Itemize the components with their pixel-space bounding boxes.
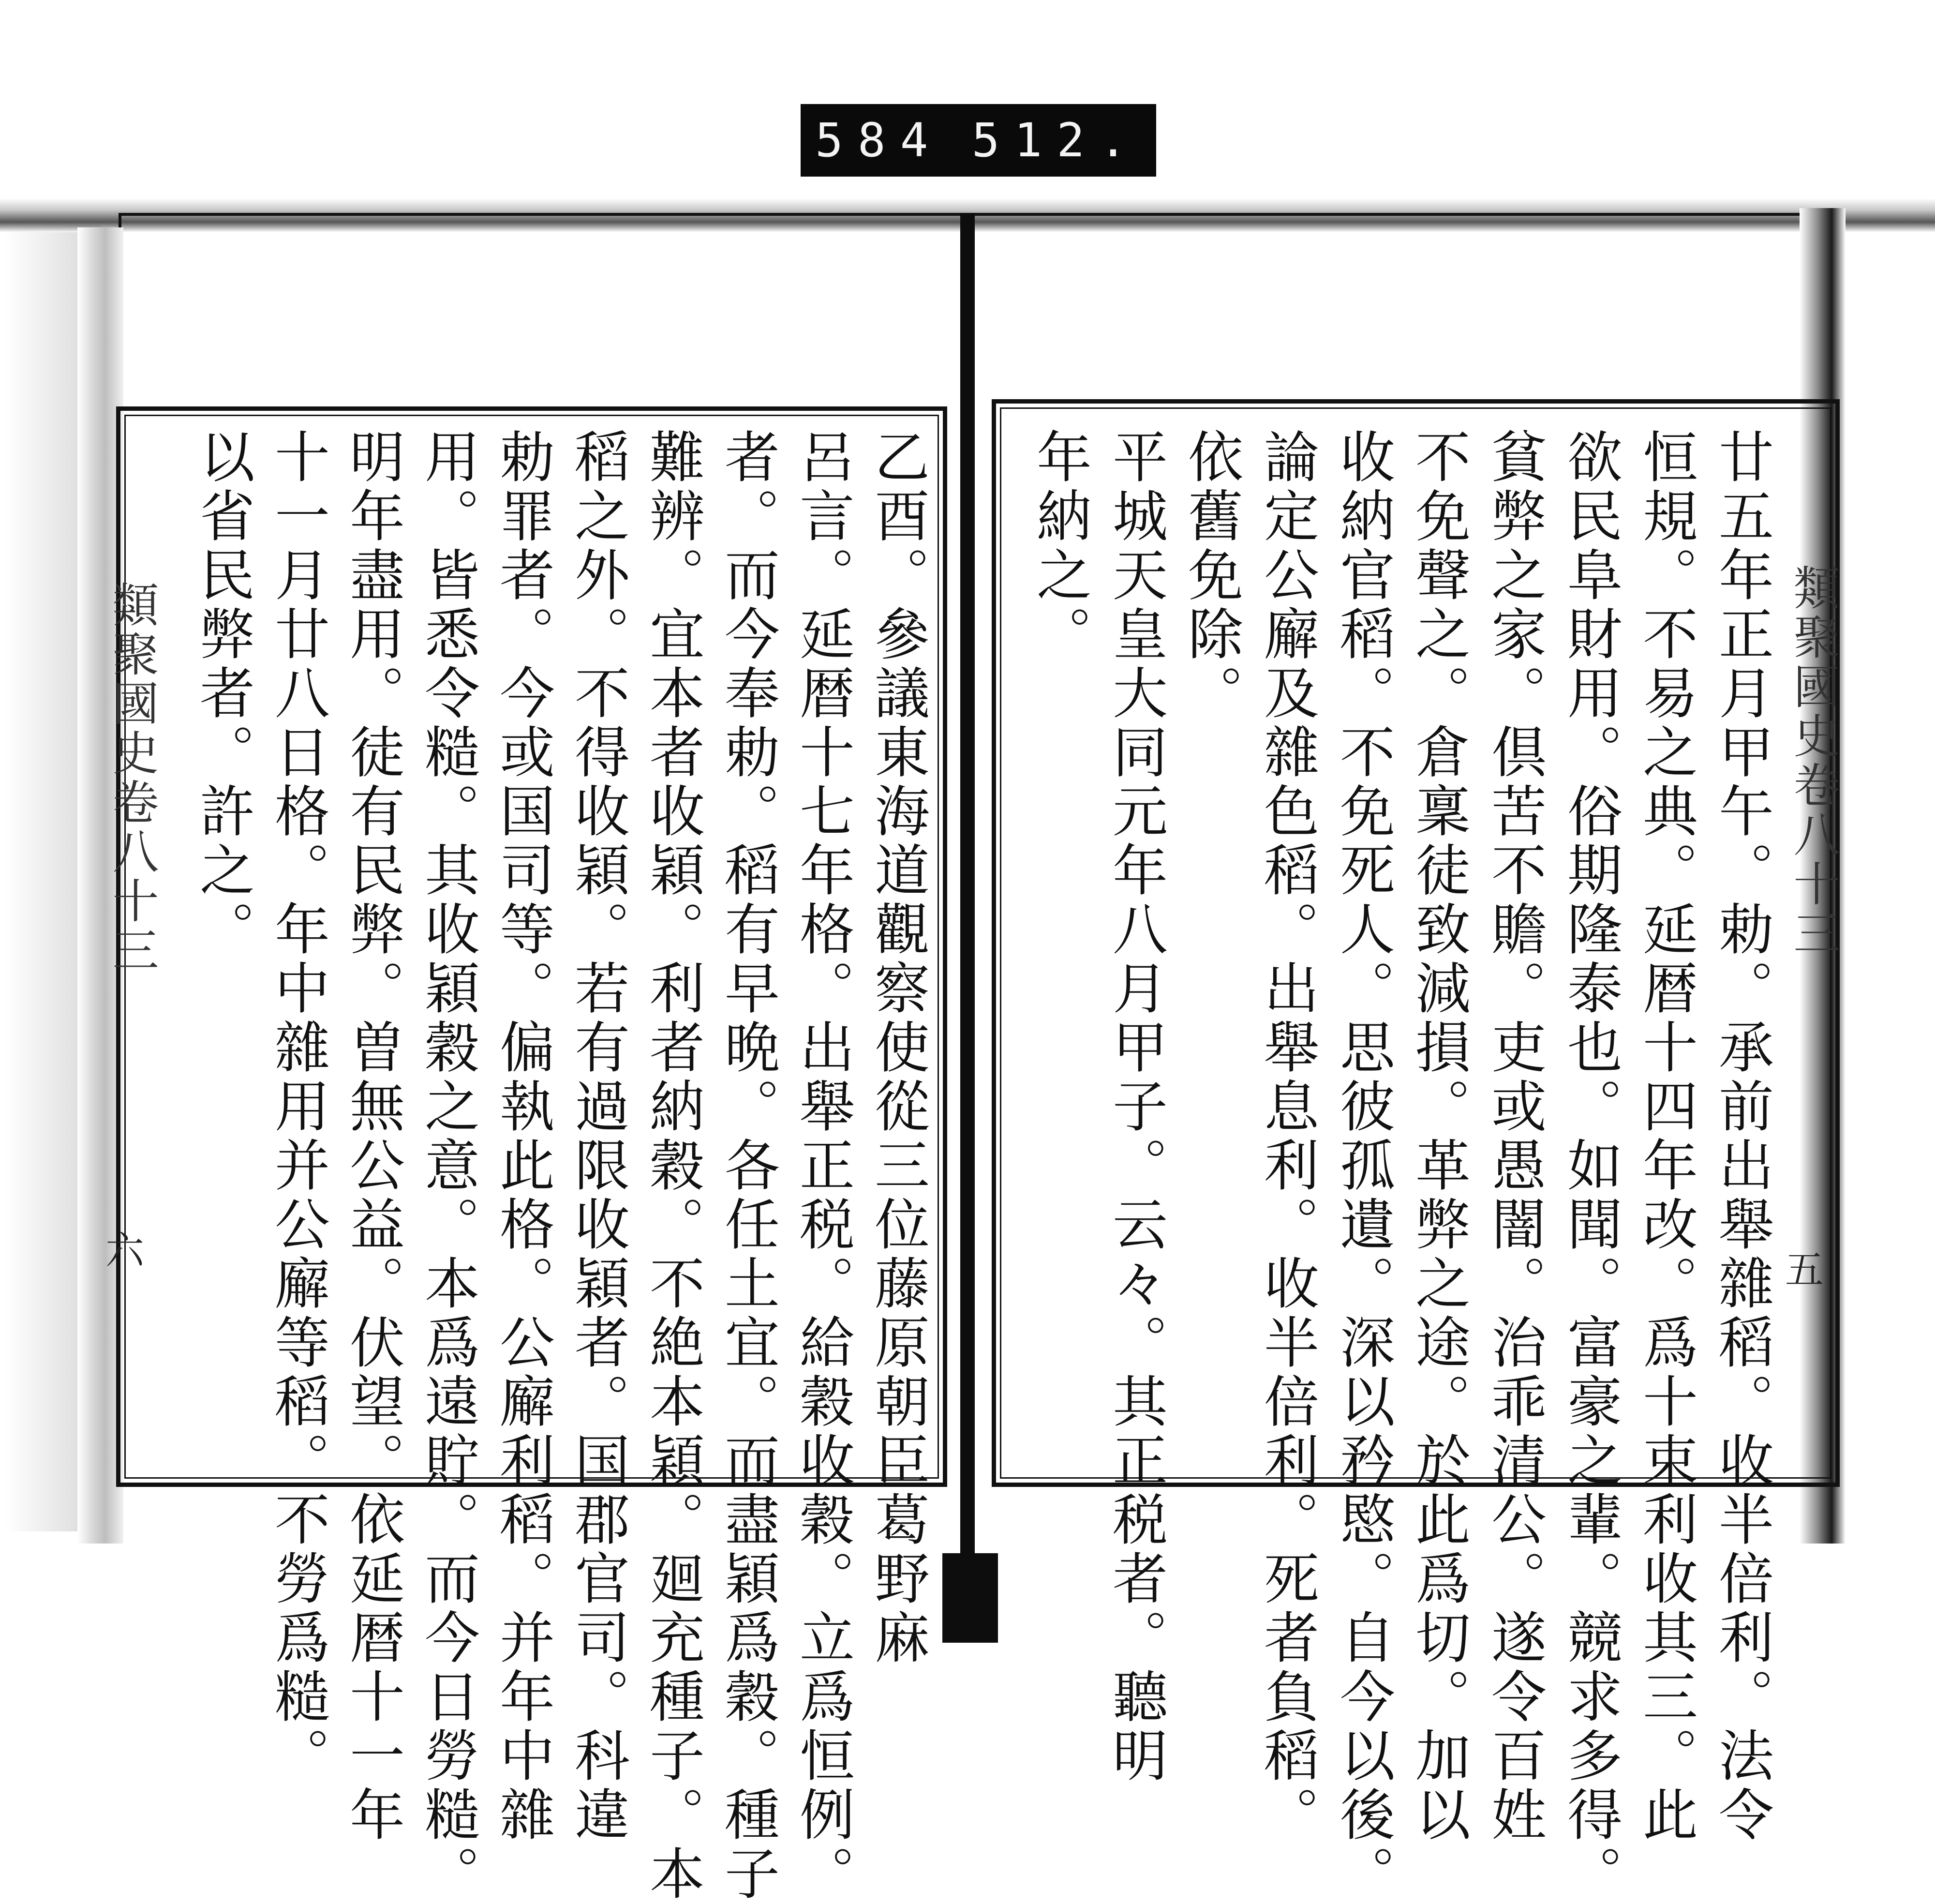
- right-margin-title: 類聚國史卷八十三: [1786, 564, 1840, 959]
- left-margin-title: 類聚國史卷八十三: [105, 581, 159, 975]
- accession-label: [801, 104, 1156, 177]
- accession-number-right: 512.: [971, 113, 1142, 167]
- right-column-10: 年納之。: [1027, 428, 1092, 664]
- book-gutter-foot: [942, 1553, 998, 1643]
- right-column-3: 欲民阜財用。俗期隆泰也。如聞。富豪之輩。競求多得。: [1558, 428, 1622, 1904]
- right-column-2: 恒規。不易之典。延暦十四年改。爲十束利收其三。此: [1634, 428, 1698, 1845]
- left-column-4: 難辨。宜本者收穎。利者納穀。不絶本穎。廻充種子。本: [640, 428, 705, 1904]
- right-column-7: 論定公廨及雜色稻。出舉息利。收半倍利。死者負稻。: [1255, 428, 1319, 1845]
- left-column-7: 用。皆悉令糙。其收穎穀之意。本爲遠貯。而今日勞糙。: [416, 428, 480, 1904]
- left-column-9: 十一月廿八日格。年中雜用并公廨等稻。不勞爲糙。: [266, 428, 330, 1786]
- left-column-8: 明年盡用。徒有民弊。曽無公益。伏望。依延暦十一年: [341, 428, 405, 1845]
- right-column-1: 廿五年正月甲午。勅。承前出舉雜稻。收半倍利。法令: [1710, 428, 1774, 1845]
- right-column-5: 不免聲之。倉稟徒致減損。革弊之途。於此爲切。加以: [1406, 428, 1471, 1845]
- left-column-6: 勅罪者。今或国司等。偏執此格。公廨利稻。并年中雜: [491, 428, 555, 1845]
- right-folio: 五: [1785, 1247, 1824, 1292]
- left-column-1: 乙酉。參議東海道觀察使從三位藤原朝臣葛野麻: [865, 428, 930, 1668]
- left-column-2: 呂言。延暦十七年格。出舉正税。給穀收穀。立爲恒例。: [790, 428, 855, 1904]
- left-column-3: 者。而今奉勅。稻有早晩。各任土宜。而盡穎爲穀。種子: [715, 428, 780, 1904]
- left-column-10: 以省民弊者。許之。: [191, 428, 255, 959]
- book-gutter: [960, 213, 975, 1643]
- right-column-9: 平城天皇大同元年八月甲子。云々。其正税者。聽明: [1103, 428, 1168, 1786]
- left-folio: 六: [105, 1228, 144, 1273]
- right-column-4: 貧弊之家。倶苦不贍。吏或愚闇。治乖清公。遂令百姓: [1482, 428, 1547, 1845]
- left-column-5: 稻之外。不得收穎。若有過限收穎者。国郡官司。科違: [566, 428, 630, 1845]
- accession-number-left: 584: [815, 113, 943, 167]
- right-column-6: 收納官稻。不免死人。思彼孤遺。深以矜愍。自今以後。: [1331, 428, 1395, 1904]
- right-column-8: 依舊免除。: [1179, 428, 1243, 723]
